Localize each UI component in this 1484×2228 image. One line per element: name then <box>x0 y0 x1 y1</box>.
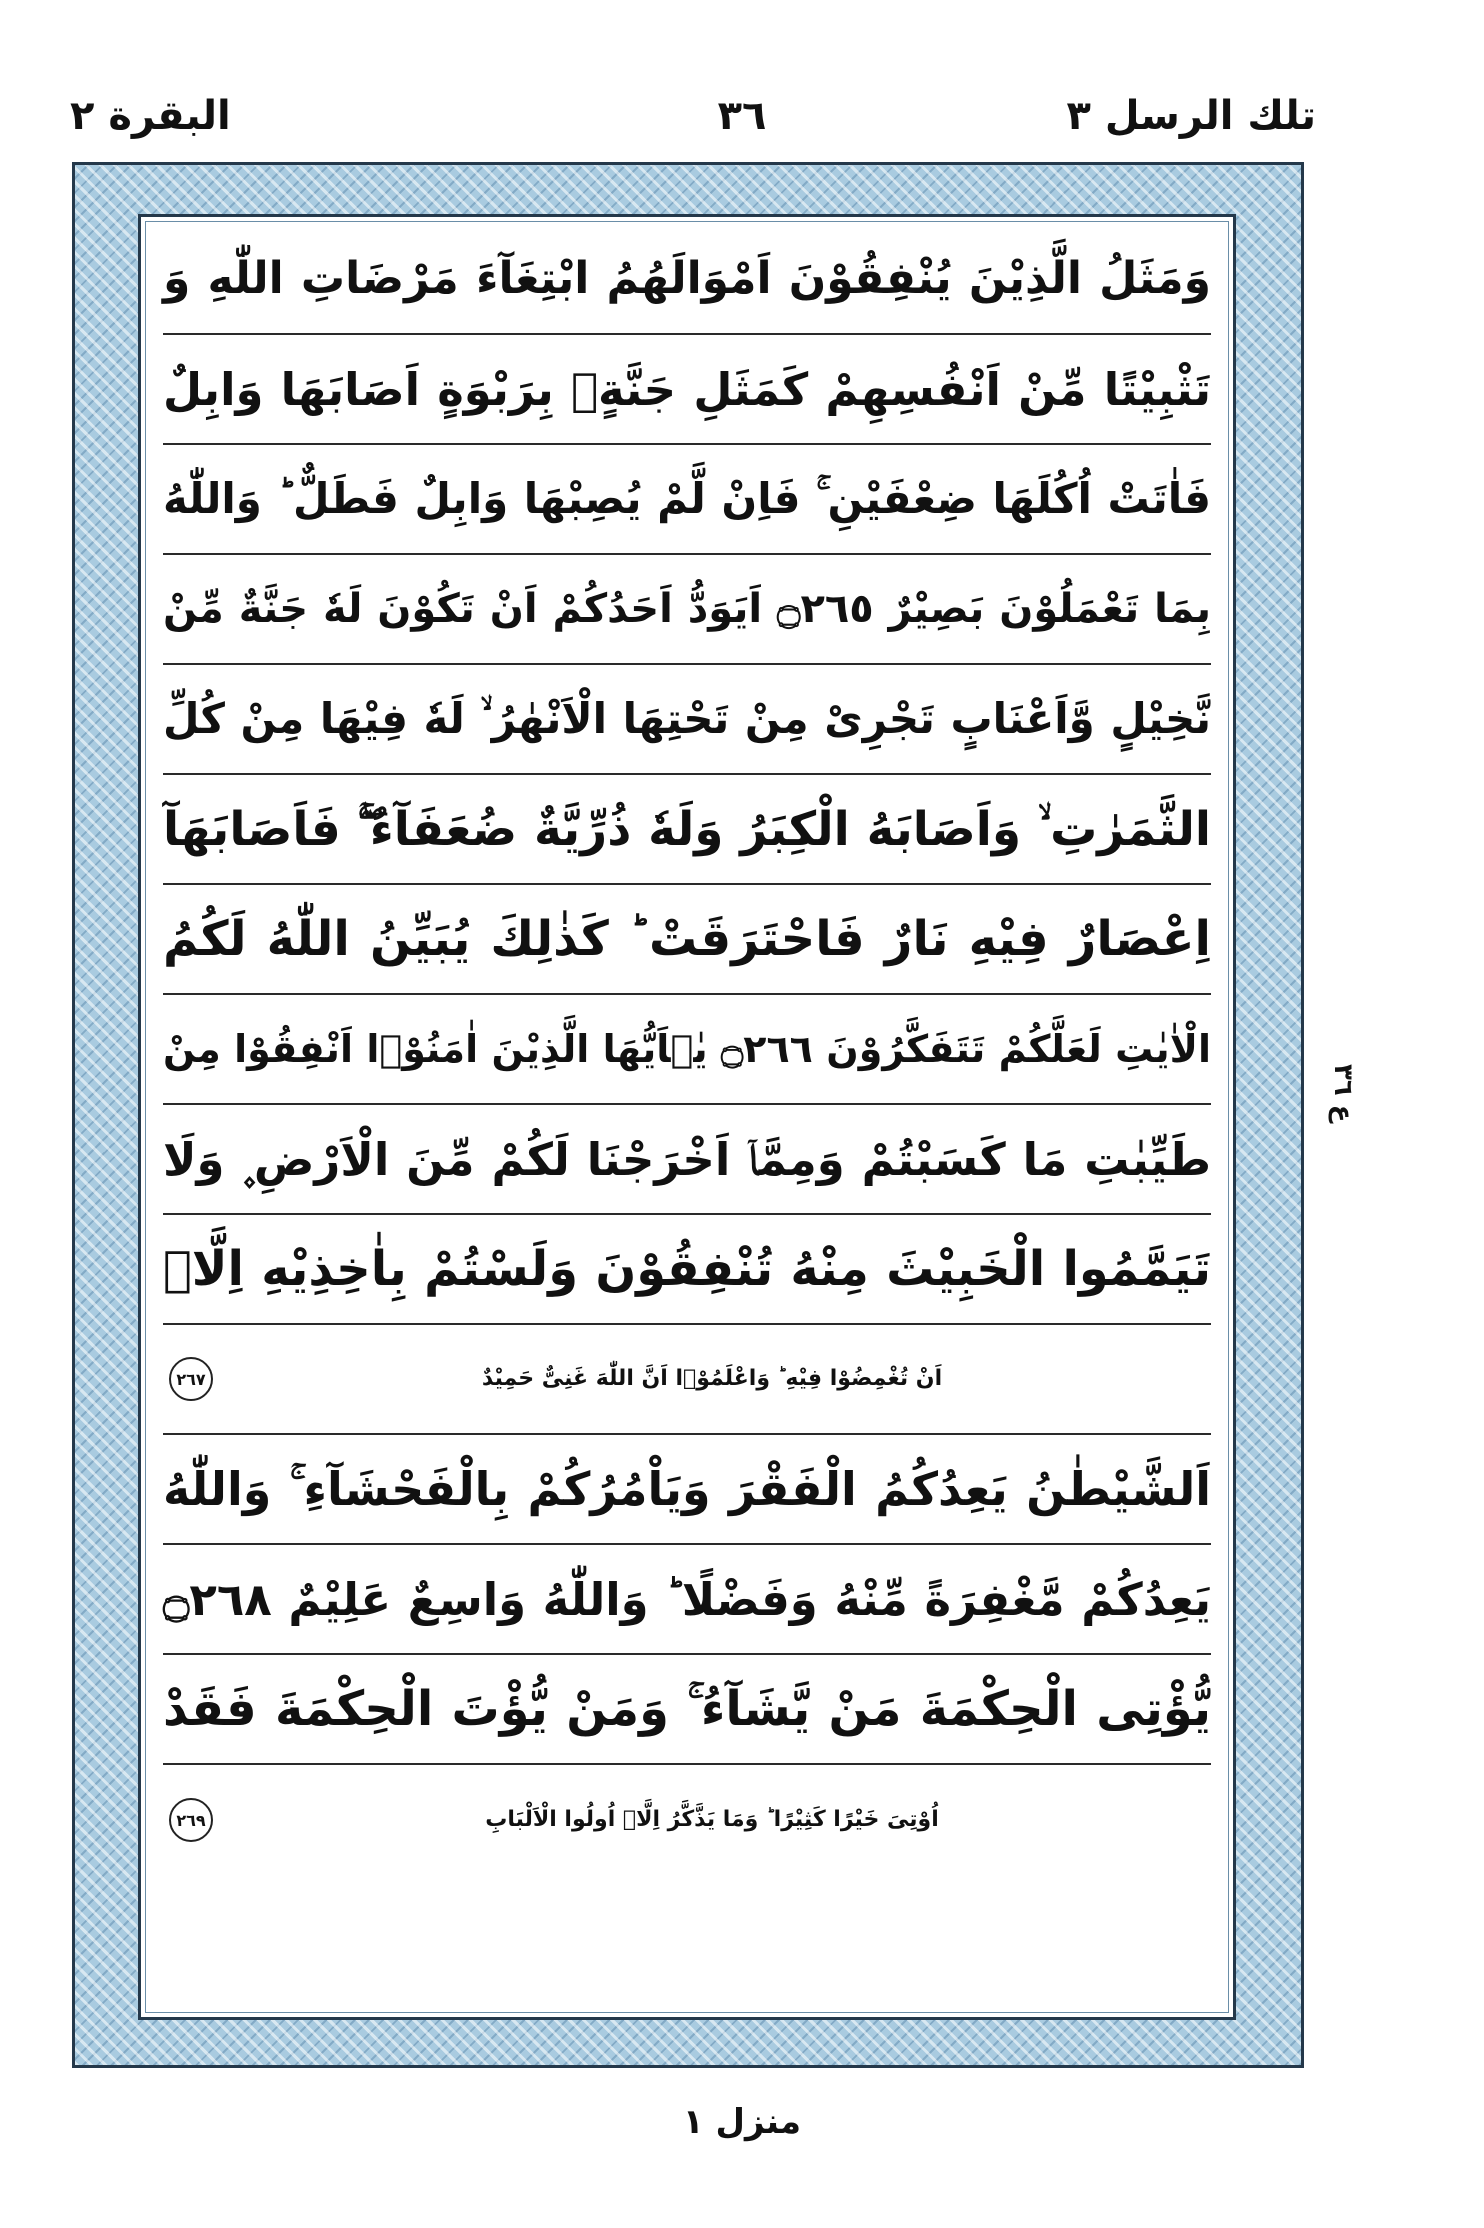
text-line <box>163 1765 1211 1875</box>
text-line <box>163 1655 1211 1765</box>
ayah-number-marker: ٢٦٩ <box>169 1798 213 1842</box>
line-text: طَيِّبٰتِ مَا كَسَبْتُمْ وَمِمَّاۤ اَخْرَجْنَا لَكُمْ مِّنَ الْاَرْضِ ۪ وَلَا <box>163 1132 1211 1186</box>
line-text: وَمَثَلُ الَّذِيْنَ يُنْفِقُوْنَ اَمْوَالَهُمُ ابْتِغَآءَ مَرْضَاتِ اللّٰهِ وَ <box>163 253 1211 304</box>
line-text: فَاٰتَتْ اُكُلَهَا ضِعْفَيْنِ ۚ فَاِنْ لَّمْ يُصِبْهَا وَابِلٌ فَطَلٌّ ؕ وَاللّٰهُ <box>163 474 1211 523</box>
line-text: بِمَا تَعْمَلُوْنَ بَصِيْرٌ ۝٢٦٥ اَيَوَدُّ اَحَدُكُمْ اَنْ تَكُوْنَ لَهٗ جَنَّةٌ مِّنْ <box>163 586 1211 632</box>
line-text: الثَّمَرٰتِ ۙ وَاَصَابَهُ الْكِبَرُ وَلَهٗ ذُرِّيَّةٌ ضُعَفَآءُ ۖۚ فَاَصَابَهَآ <box>163 801 1211 857</box>
surah-title: البقرة ٢ <box>70 93 231 139</box>
ayah-number-marker: ٢٦٧ <box>169 1357 213 1401</box>
ayah-lines <box>141 217 1233 2017</box>
text-line <box>163 775 1211 885</box>
text-frame <box>138 214 1236 2020</box>
text-line <box>163 335 1211 445</box>
text-line <box>163 1435 1211 1545</box>
page-number: ٣٦ <box>717 93 767 139</box>
manzil-label: منزل ١ <box>682 2102 802 2142</box>
text-line <box>163 1215 1211 1325</box>
line-text: نَّخِيْلٍ وَّاَعْنَابٍ تَجْرِیْ مِنْ تَحْتِهَا الْاَنْهٰرُ ۙ لَهٗ فِيْهَا مِنْ كُلِّ <box>163 694 1211 743</box>
text-line <box>163 885 1211 995</box>
text-line <box>163 1325 1211 1435</box>
line-text: اِعْصَارٌ فِيْهِ نَارٌ فَاحْتَرَقَتْ ؕ كَذٰلِكَ يُبَيِّنُ اللّٰهُ لَكُمُ <box>163 911 1211 967</box>
line-text: اُوْتِیَ خَيْرًا كَثِيْرًا ؕ وَمَا يَذَّكَّرُ اِلَّاۤ اُولُوا الْاَلْبَابِ <box>485 1807 939 1832</box>
text-line <box>163 225 1211 335</box>
text-line <box>163 995 1211 1105</box>
line-text: تَثْبِيْتًا مِّنْ اَنْفُسِهِمْ كَمَثَلِ جَنَّةٍۭ بِرَبْوَةٍ اَصَابَهَا وَابِلٌ <box>163 362 1211 416</box>
line-text: يُّؤْتِی الْحِكْمَةَ مَنْ يَّشَآءُ ۚ وَمَنْ يُّؤْتَ الْحِكْمَةَ فَقَدْ <box>163 1681 1211 1737</box>
line-text: اَلشَّيْطٰنُ يَعِدُكُمُ الْفَقْرَ وَيَاْمُرُكُمْ بِالْفَحْشَآءِ ۚ وَاللّٰهُ <box>163 1462 1211 1516</box>
line-text: اَنْ تُغْمِضُوْا فِيْهِ ؕ وَاعْلَمُوْۤا اَنَّ اللّٰهَ غَنِیٌّ حَمِيْدٌ <box>481 1366 943 1391</box>
line-text: تَيَمَّمُوا الْخَبِيْثَ مِنْهُ تُنْفِقُوْنَ وَلَسْتُمْ بِاٰخِذِيْهِ اِلَّاۤ <box>163 1241 1211 1297</box>
text-line <box>163 445 1211 555</box>
text-line <box>163 555 1211 665</box>
ruku-marker: ع ٣٦ <box>1328 1064 1358 1123</box>
text-line <box>163 1545 1211 1655</box>
juz-title: تلك الرسل ٣ <box>1066 93 1316 139</box>
text-line <box>163 1105 1211 1215</box>
line-text: الْاٰيٰتِ لَعَلَّكُمْ تَتَفَكَّرُوْنَ ۝٢٦٦ يٰۤاَيُّهَا الَّذِيْنَ اٰمَنُوْۤا اَنْفِقُوْا مِنْ <box>163 1027 1211 1071</box>
text-line <box>163 665 1211 775</box>
line-text: يَعِدُكُمْ مَّغْفِرَةً مِّنْهُ وَفَضْلًا ؕ وَاللّٰهُ وَاسِعٌ عَلِيْمٌ ۝٢٦٨ <box>163 1572 1211 1626</box>
